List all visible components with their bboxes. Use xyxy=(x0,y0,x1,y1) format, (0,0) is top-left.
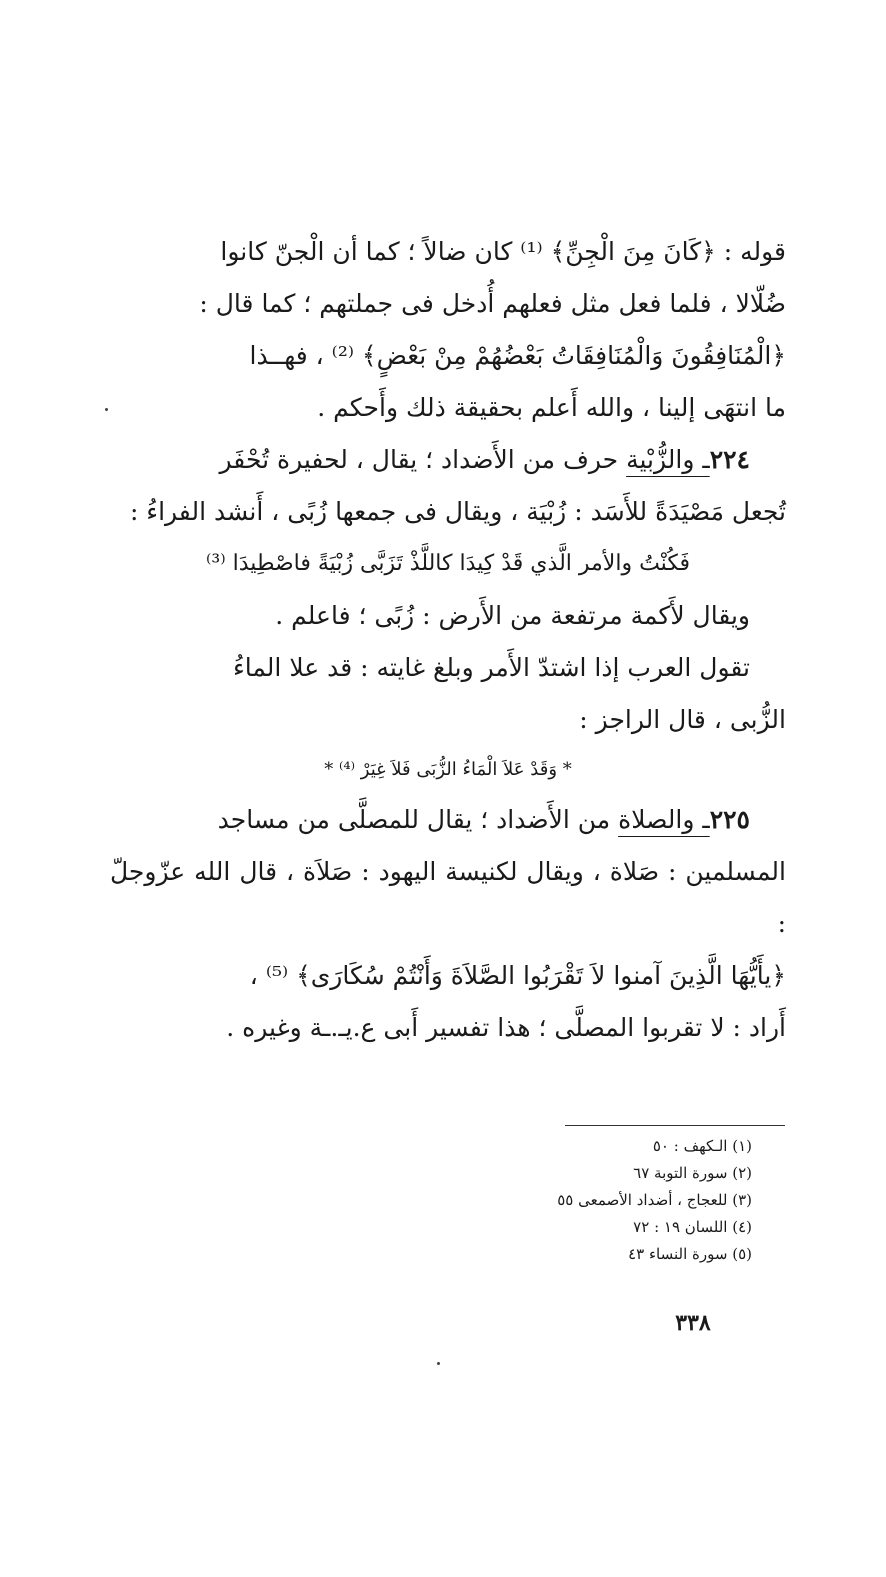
entry-headword: ـ والزُّبْية xyxy=(626,445,710,474)
footnotes xyxy=(422,1133,752,1268)
text-line: تقول العرب إذا اشتدّ الأَمر وبلغ غايته : قد علا الماءُ xyxy=(232,653,750,682)
footnote: (٢) سورة التوبة ٦٧ xyxy=(633,1164,752,1182)
text-line: المسلمين : صَلاة ، ويقال لكنيسة اليهود : صَلاَة ، قال الله عزّوجلّ : xyxy=(110,857,786,938)
scan-speck xyxy=(105,408,108,411)
text-line: تُجعل مَصْيَدَةً للأَسَد : زُبْيَة ، ويقال فى جمعها زُبًى ، أَنشد الفراءُ : xyxy=(129,497,786,526)
text-line: ﴿الْمُنَافِقُونَ وَالْمُنَافِقَاتُ بَعْضُهُمْ مِنْ بَعْضٍ﴾ ⁽²⁾ ، فهــذا xyxy=(249,341,786,370)
footnote-divider xyxy=(565,1125,785,1126)
entry-225-heading-line xyxy=(110,794,786,846)
poetry-verse: فَكُنْتُ والأمر الَّذي قَدْ كِيدَا كاللَّذْ تَزَبَّى زُبْيَةً فاصْطِيدَا ⁽³⁾ xyxy=(206,551,690,576)
scan-speck xyxy=(437,1362,440,1365)
text-line: ضُلّالا ، فلما فعل مثل فعلهم أُدخل فى جملتهم ؛ كما قال : xyxy=(199,289,786,318)
text-line: قوله : ﴿كَانَ مِنَ الْجِنِّ﴾ ⁽¹⁾ كان ضالاً ؛ كما أن الْجنّ كانوا xyxy=(220,237,786,266)
text-fragment: من الأَضداد ؛ يقال للمصلَّى من مساجد xyxy=(217,805,619,834)
footnote: (١) الـكهف : ٥٠ xyxy=(652,1137,752,1155)
text-line: ﴿يأَيُّهَا الَّذِينَ آمنوا لاَ تَقْرَبُوا الصَّلاَةَ وَأَنْتُمْ سُكَارَى﴾ ⁽⁵⁾ ، xyxy=(249,961,786,990)
text-line: الزُّبى ، قال الراجز : xyxy=(579,705,786,734)
page-number: ٣٣٨ xyxy=(675,1310,711,1336)
text-fragment: حرف من الأَضداد ؛ يقال ، لحفيرة تُحْفَر xyxy=(219,445,627,474)
main-text xyxy=(110,226,786,1054)
entry-224-heading-line xyxy=(110,434,786,486)
entry-number: ٢٢٤ xyxy=(709,445,750,474)
footnote: (٣) للعجاج ، أضداد الأصمعى ٥٥ xyxy=(557,1191,752,1209)
footnote: (٤) اللسان ١٩ : ٧٢ xyxy=(633,1218,752,1236)
footnote: (٥) سورة النساء ٤٣ xyxy=(628,1245,752,1263)
text-line: أَراد : لا تقربوا المصلَّى ؛ هذا تفسير أَبى ع.يـ.ـة وغيره . xyxy=(226,1013,786,1042)
text-line: ما انتهَى إلينا ، والله أَعلم بحقيقة ذلك وأَحكم . xyxy=(317,393,786,422)
text-line: ويقال لأَكمة مرتفعة من الأَرض : زُبًى ؛ فاعلم . xyxy=(275,601,750,630)
rajaz-verse: * وَقَدْ عَلاَ الْمَاءُ الزُّبَى فَلاَ غِيَرْ ⁽⁴⁾ * xyxy=(324,759,572,780)
entry-number: ٢٢٥ xyxy=(709,805,750,834)
entry-headword: ـ والصلاة xyxy=(618,805,710,834)
